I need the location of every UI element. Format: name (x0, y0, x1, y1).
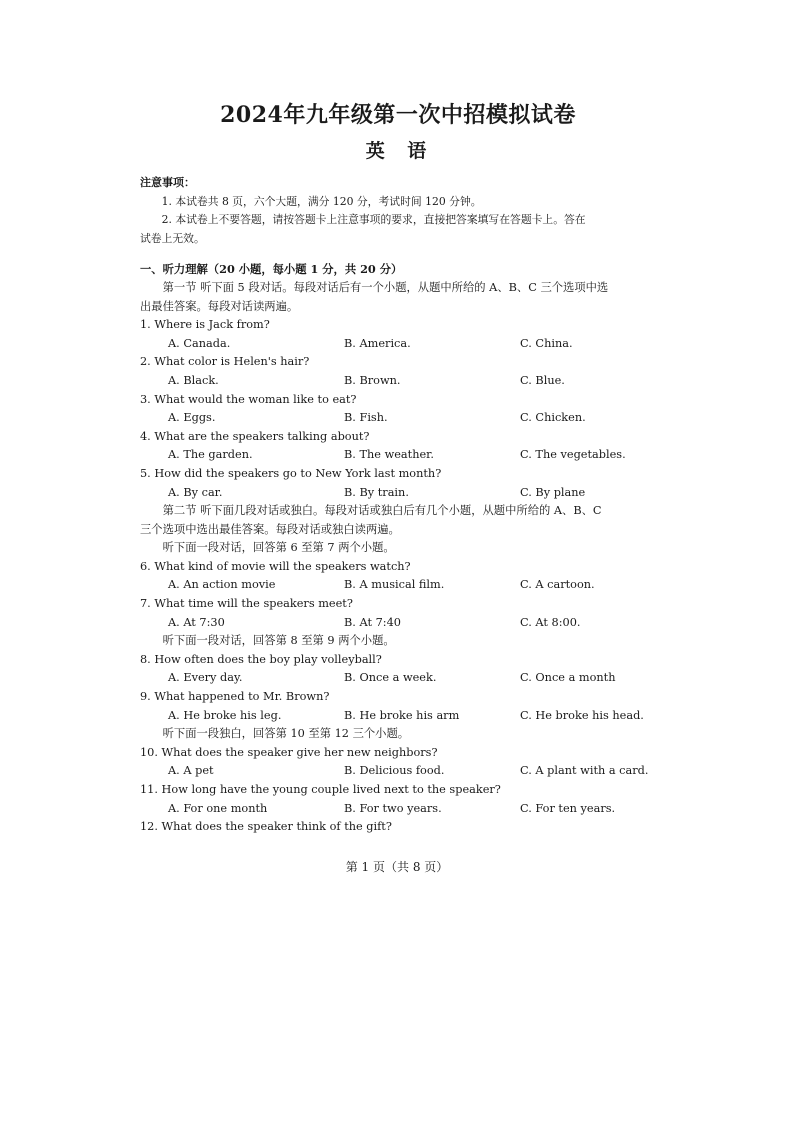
option-6b: B. A musical film. (344, 578, 445, 592)
option-3a: A. Eggs. (168, 411, 216, 425)
options-10 (140, 762, 660, 781)
options-4 (140, 446, 660, 465)
option-9c: C. He broke his head. (520, 708, 644, 722)
section-listening-title: 一、听力理解（20 小题，每小题 1 分，共 20 分） (140, 262, 403, 277)
question-2: 2. What color is Helen's hair? (140, 355, 310, 369)
question-12: 12. What does the speaker think of the gift? (140, 820, 392, 834)
option-6a: A. An action movie (168, 578, 276, 592)
option-2a: A. Black. (168, 373, 219, 387)
option-1b: B. America. (344, 336, 411, 350)
option-11b: B. For two years. (344, 801, 442, 815)
option-1a: A. Canada. (168, 336, 231, 350)
notice-item-1: 1. 本试卷共 8 页，六个大题，满分 120 分，考试时间 120 分钟。 (161, 194, 482, 208)
part1-instruction-cont: 出最佳答案。每段对话读两遍。 (140, 299, 299, 313)
option-10c: C. A plant with a card. (520, 764, 649, 778)
options-7 (140, 614, 660, 633)
question-3: 3. What would the woman like to eat? (140, 392, 357, 406)
question-8: 8. How often does the boy play volleyball? (140, 652, 382, 666)
notice-item-2: 2. 本试卷上不要答题，请按答题卡上注意事项的要求，直接把答案填写在答题卡上。答在 (161, 213, 586, 227)
option-4a: A. The garden. (168, 448, 253, 462)
cue-questions-8-9: 听下面一段对话，回答第 8 至第 9 两个小题。 (162, 634, 395, 648)
question-4: 4. What are the speakers talking about? (140, 429, 370, 443)
options-1 (140, 335, 660, 354)
part2-instruction-cont: 三个选项中选出最佳答案。每段对话或独白读两遍。 (140, 522, 400, 536)
option-9a: A. He broke his leg. (168, 708, 282, 722)
option-6c: C. A cartoon. (520, 578, 595, 592)
question-11: 11. How long have the young couple lived next to the speaker? (140, 783, 501, 796)
option-1c: C. China. (520, 336, 573, 350)
question-5: 5. How did the speakers go to New York last month? (140, 466, 442, 480)
options-11 (140, 800, 660, 819)
options-3 (140, 409, 660, 428)
option-8a: A. Every day. (168, 671, 243, 685)
option-5c: C. By plane (520, 485, 586, 499)
option-10b: B. Delicious food. (344, 764, 445, 778)
options-2 (140, 372, 660, 391)
question-7: 7. What time will the speakers meet? (140, 597, 353, 611)
option-3c: C. Chicken. (520, 411, 586, 425)
option-2b: B. Brown. (344, 373, 401, 387)
options-8 (140, 669, 660, 688)
page-footer: 第 1 页（共 8 页） (345, 860, 449, 874)
option-7a: A. At 7:30 (168, 615, 225, 629)
notice-item-2-cont: 试卷上无效。 (140, 231, 205, 245)
option-5b: B. By train. (344, 485, 409, 499)
part1-instruction: 第一节 听下面 5 段对话。每段对话后有一个小题，从题中所给的 A、B、C 三个选项中选 (162, 280, 609, 294)
question-6: 6. What kind of movie will the speakers watch? (140, 559, 411, 573)
option-7b: B. At 7:40 (344, 615, 401, 629)
subject-title: 英 语 (365, 140, 435, 162)
question-10: 10. What does the speaker give her new neighbors? (140, 745, 438, 759)
option-7c: C. At 8:00. (520, 615, 581, 629)
option-11c: C. For ten years. (520, 801, 616, 815)
option-2c: C. Blue. (520, 373, 565, 387)
exam-title: 2024年九年级第一次中招模拟试卷 (220, 102, 576, 128)
option-9b: B. He broke his arm (344, 708, 460, 722)
options-9 (140, 707, 660, 726)
exam-page (140, 100, 660, 837)
option-8c: C. Once a month (520, 671, 616, 685)
option-4c: C. The vegetables. (520, 448, 626, 462)
option-3b: B. Fish. (344, 411, 388, 425)
part2-instruction: 第二节 听下面几段对话或独白。每段对话或独白后有几个小题，从题中所给的 A、B、C (162, 504, 602, 518)
option-5a: A. By car. (168, 485, 223, 499)
options-5 (140, 484, 660, 503)
cue-questions-10-12: 听下面一段独白，回答第 10 至第 12 三个小题。 (162, 727, 410, 741)
option-8b: B. Once a week. (344, 671, 437, 685)
question-1: 1. Where is Jack from? (140, 318, 270, 332)
cue-questions-6-7: 听下面一段对话，回答第 6 至第 7 两个小题。 (162, 541, 395, 555)
options-6 (140, 576, 660, 595)
question-9: 9. What happened to Mr. Brown? (140, 690, 330, 704)
option-11a: A. For one month (168, 801, 268, 815)
option-10a: A. A pet (168, 764, 214, 778)
notice-heading: 注意事项： (140, 176, 195, 189)
option-4b: B. The weather. (344, 448, 434, 462)
